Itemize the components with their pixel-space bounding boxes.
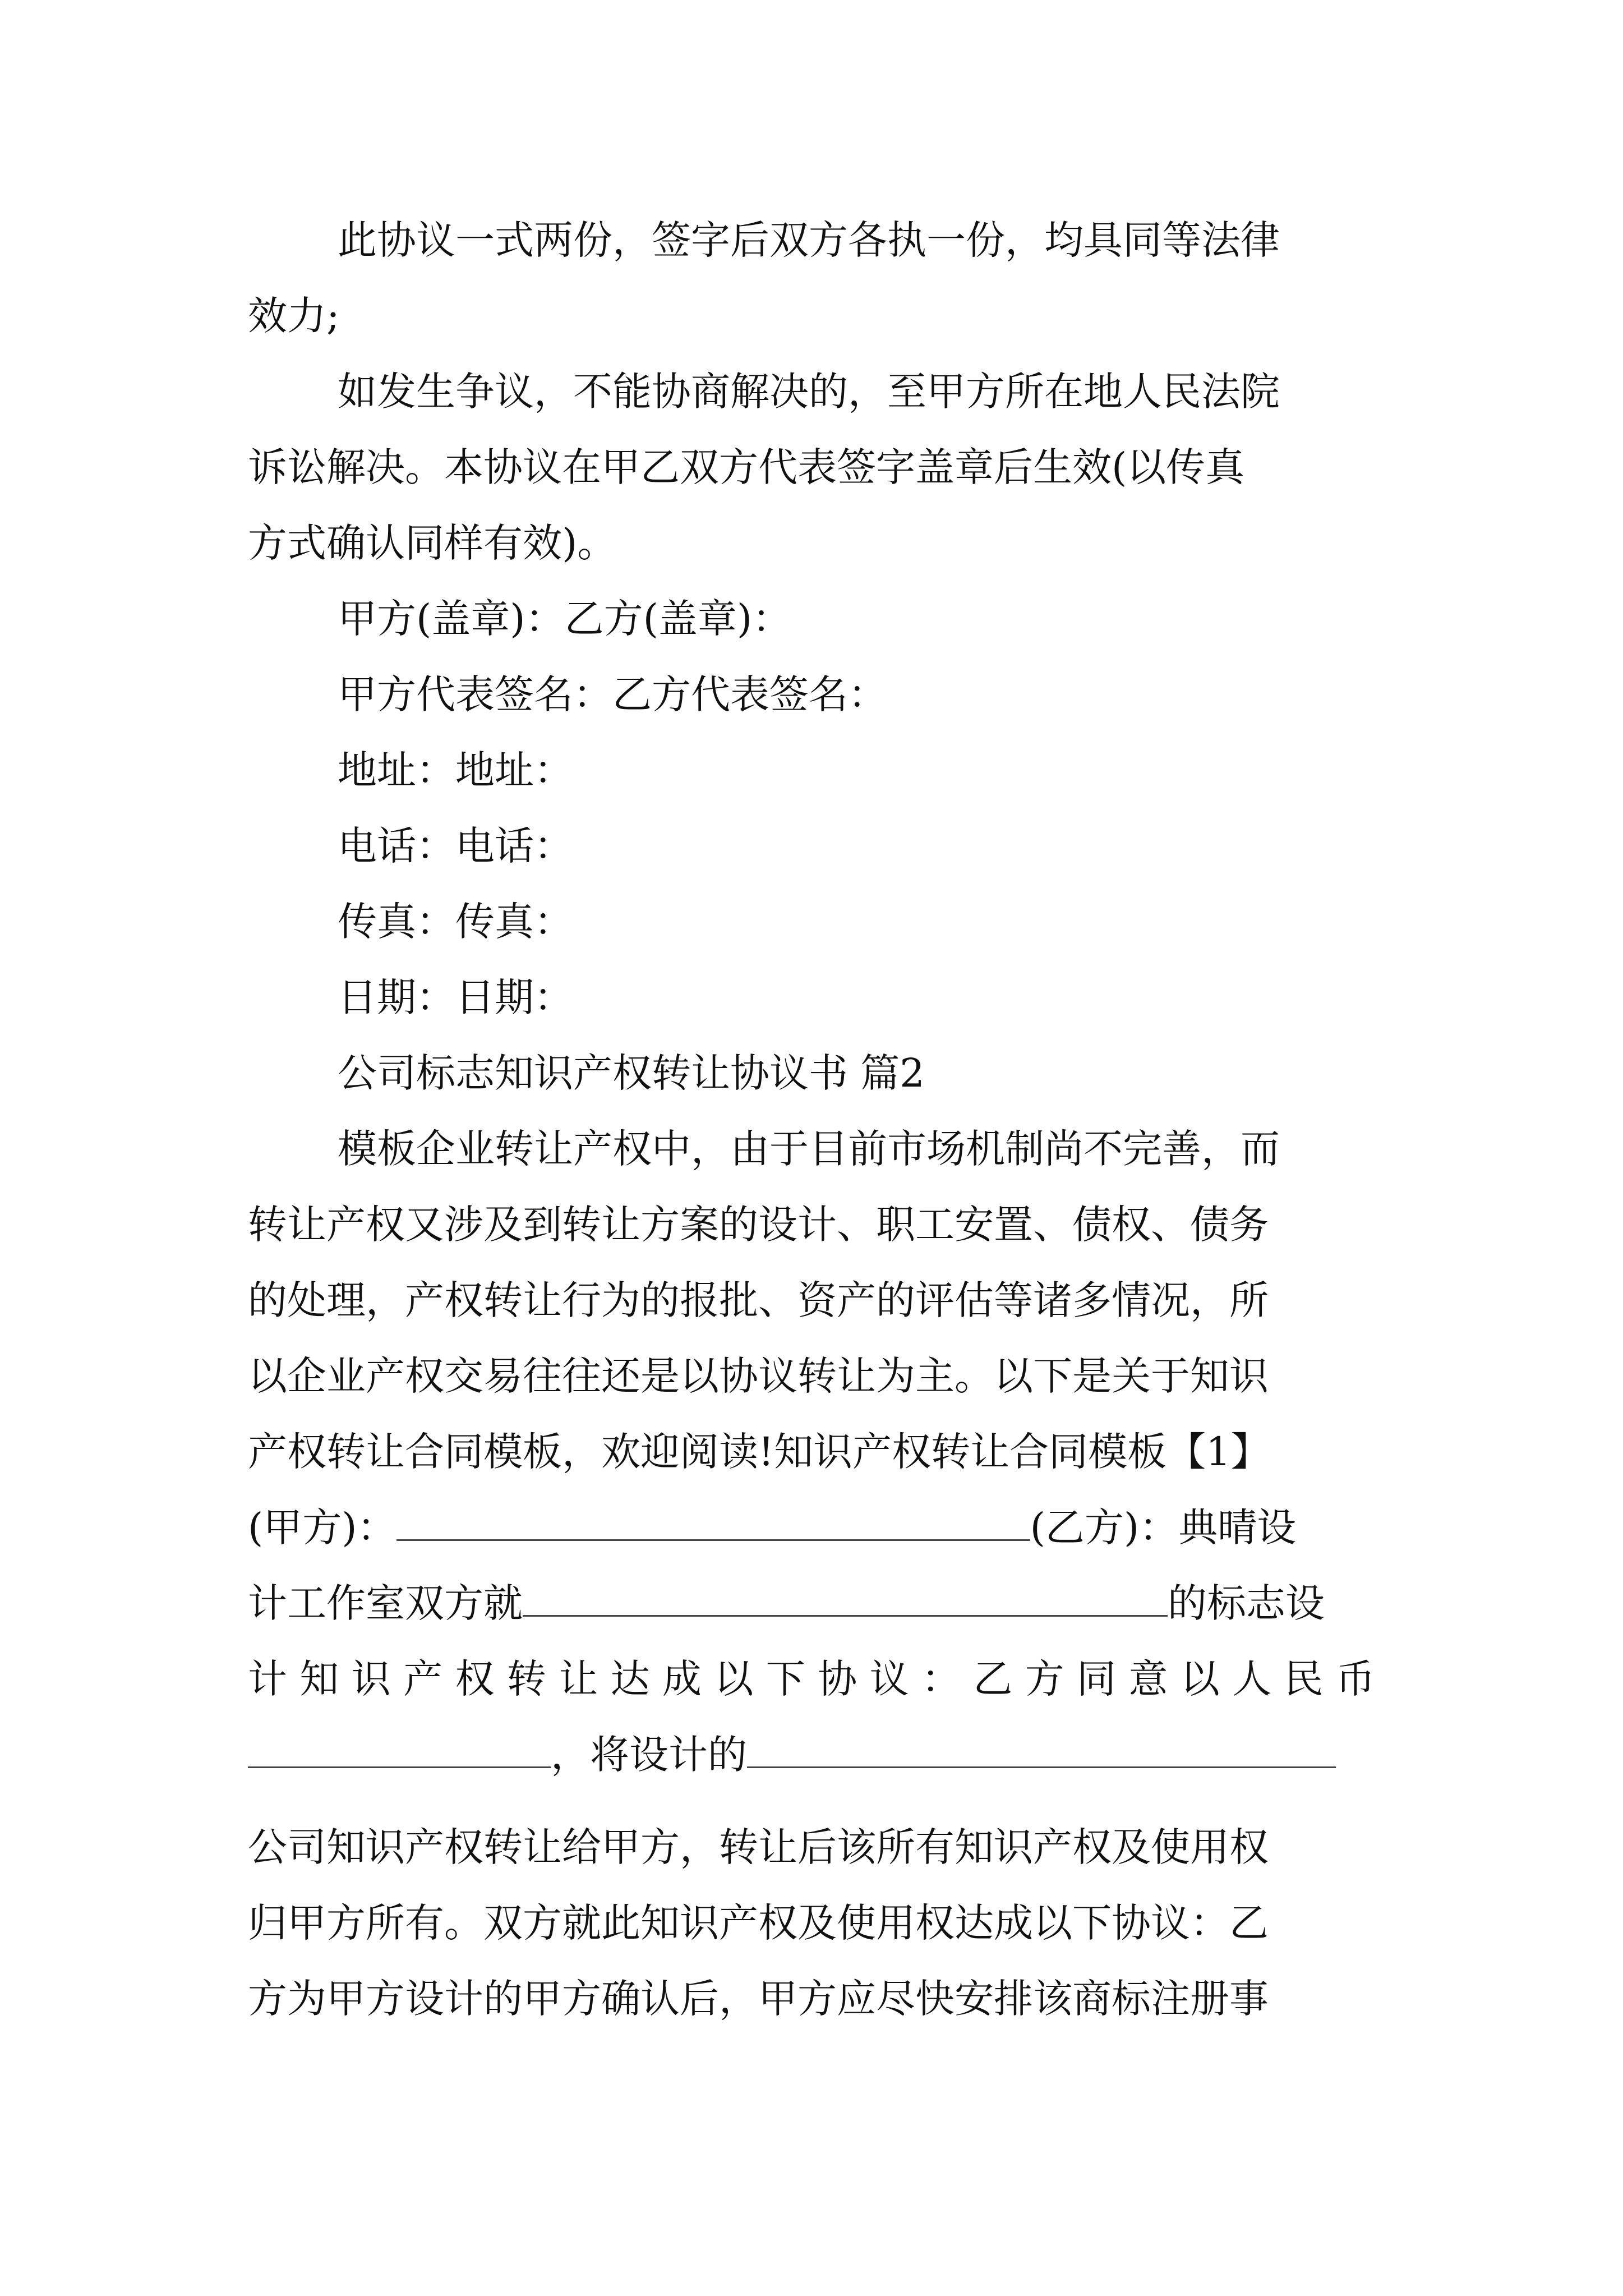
paragraph-line: 产权转让合同模板，欢迎阅读!知识产权转让合同模板【1】 [248, 1429, 1270, 1475]
paragraph-line: 公司知识产权转让给甲方，转让后该所有知识产权及使用权 [248, 1824, 1269, 1870]
fill-in-line [248, 1575, 1375, 1631]
paragraph-line: 转让产权又涉及到转让方案的设计、职工安置、债权、债务 [248, 1202, 1269, 1248]
paragraph-line: 的处理，产权转让行为的报批、资产的评估等诸多情况，所 [248, 1277, 1269, 1323]
signature-name-line: 甲方代表签名：乙方代表签名： [338, 671, 887, 717]
paragraph-line: 效力; [248, 293, 340, 339]
fax-line: 传真：传真： [338, 899, 573, 945]
paragraph-line: 以企业产权交易往往还是以协议转让为主。以下是关于知识 [248, 1353, 1269, 1399]
fill-in-line [248, 1499, 1375, 1556]
signature-seal-line: 甲方(盖章)：乙方(盖章)： [338, 596, 792, 642]
section-heading: 公司标志知识产权转让协议书 篇2 [338, 1050, 925, 1096]
party-a-label: (甲方)： [248, 1504, 396, 1550]
phone-line: 电话：电话： [338, 823, 573, 869]
design-name-blank [523, 1576, 1168, 1617]
date-line: 日期：日期： [338, 974, 573, 1020]
fill-in-middle: ，将设计的 [551, 1732, 747, 1778]
paragraph-line: 方式确认同样有效)。 [248, 520, 617, 566]
paragraph-line: 如发生争议，不能协商解决的，至甲方所在地人民法院 [338, 369, 1280, 415]
fill-in-line [248, 1727, 1375, 1783]
paragraph-line: 此协议一式两份，签字后双方各执一份，均具同等法律 [338, 217, 1280, 263]
fill-in-prefix: 计工作室双方就 [248, 1580, 523, 1626]
address-line: 地址：地址： [338, 747, 573, 793]
paragraph-line: 计知识产权转让达成以下协议：乙方同意以人民币 [248, 1656, 1375, 1702]
paragraph-line: 方为甲方设计的甲方确认后，甲方应尽快安排该商标注册事 [248, 1976, 1269, 2022]
paragraph-line: 诉讼解决。本协议在甲乙双方代表签字盖章后生效(以传真 [248, 444, 1245, 490]
fill-in-suffix: 的标志设 [1168, 1580, 1325, 1626]
paragraph-line: 归甲方所有。双方就此知识产权及使用权达成以下协议：乙 [248, 1900, 1269, 1946]
party-b-label: (乙方)：典晴设 [1030, 1504, 1297, 1550]
paragraph-line: 模板企业转让产权中，由于目前市场机制尚不完善，而 [338, 1126, 1280, 1172]
design-item-blank [747, 1727, 1336, 1768]
amount-blank [248, 1727, 551, 1768]
party-a-blank [396, 1500, 1030, 1541]
